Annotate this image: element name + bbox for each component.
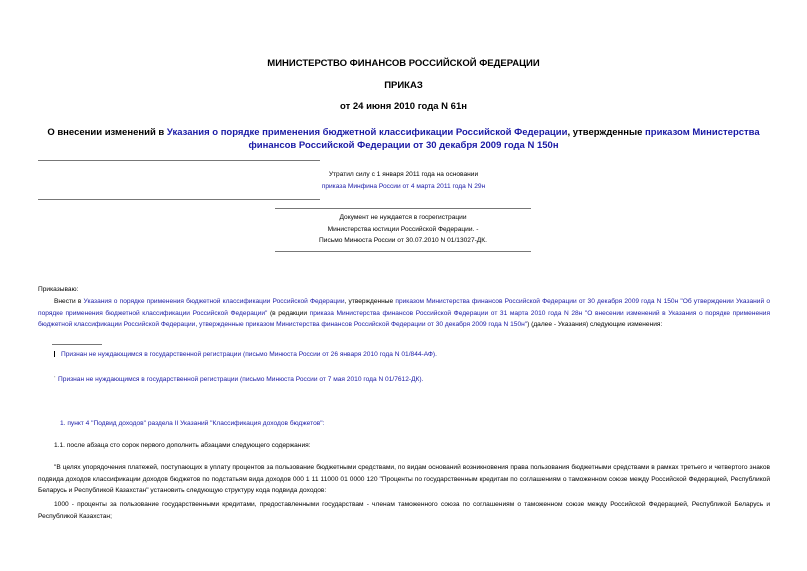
paragraph-text-4: ) (далее - Указания) следующие изменения: xyxy=(527,321,663,329)
divider-rule xyxy=(38,199,320,200)
footnote-rule xyxy=(52,344,102,345)
item-1-1: 1.1. после абзаца сто сорок первого дополнить абзацами следующего содержания: xyxy=(54,442,311,449)
footnote-2 xyxy=(54,374,423,386)
paragraph-changes xyxy=(38,296,770,331)
paragraph-link-order-28n[interactable]: приказа Министерства финансов Российской Федерации от 31 марта 2010 года N 28н "О внесении изменений в Указания о порядке применения бюджетной классификации Российской Федерации, утвержденные приказом Министерства финансов Российской Федерации от 30 декабря 2009 года N 150н" xyxy=(38,309,771,329)
registration-note xyxy=(275,212,531,247)
footnote-2-link[interactable]: Признан не нуждающимся в государственной регистрации (письмо Минюста России от 7 мая 2010 года N 01/7612-ДК). xyxy=(58,376,424,383)
footnote-1-link[interactable]: Признан не нуждающимся в государственной регистрации (письмо Минюста России от 26 января 2010 года N 01/844-АФ). xyxy=(61,351,437,358)
paragraph-link-order-150n[interactable]: приказом Министерства финансов Российской Федерации от 30 декабря 2009 года N 150н "Об утверждении Указаний о порядке применения бюджетной классификации Российской Федерации" xyxy=(38,298,771,317)
title-link-order-150n[interactable]: приказом Министерства финансов Российской Федерации от 30 декабря 2009 года N 150н xyxy=(248,127,760,151)
paragraph-text-2: , утвержденные xyxy=(344,298,396,305)
footnote-marker xyxy=(54,351,58,357)
title-text-1: О внесении изменений в xyxy=(47,127,167,138)
ministry-header: МИНИСТЕРСТВО ФИНАНСОВ РОССИЙСКОЙ ФЕДЕРАЦИИ xyxy=(267,58,540,69)
title-link-instructions[interactable]: Указания о порядке применения бюджетной классификации Российской Федерации xyxy=(166,127,568,138)
lapsed-note-text: Утратил силу с 1 января 2011 года на основании xyxy=(328,171,479,178)
title-text-2: , утвержденные xyxy=(567,127,646,138)
lapsed-note-link[interactable]: приказа Минфина России от 4 марта 2011 года N 29н xyxy=(321,182,486,190)
paragraph-text-3: (в редакции xyxy=(267,309,310,317)
lapsed-note xyxy=(300,169,507,192)
item-1 xyxy=(60,418,324,430)
divider-rule xyxy=(275,208,531,209)
order-word: Приказываю: xyxy=(38,286,79,293)
paragraph-text-1: Внести в xyxy=(54,298,84,305)
quote-paragraph: "В целях упорядочения платежей, поступающих в уплату процентов за пользование бюджетными средствами, по видам оснований возникновения права пользования бюджетными средствами в рамках третьего и четвертого знаков подвида доходов классификации доходов бюджетов по подстатьям вида доходов 000 1 11 11000 01 0000 120 "Проценты по государственным кредитам по соглашениям о таможенном союзе между Российской Федерацией, Республикой Беларусь и Республикой Казахстан" установить следующую структуру кода подвида доходов: xyxy=(38,464,770,495)
registration-line-3: Письмо Минюста России от 30.07.2010 N 01/13027-ДК. xyxy=(319,237,487,244)
document-type: ПРИКАЗ xyxy=(384,80,423,91)
divider-rule xyxy=(275,251,531,252)
footnote-marker: ˙ xyxy=(54,376,57,383)
document-date-number: от 24 июня 2010 года N 61н xyxy=(340,101,467,112)
registration-line-1: Документ не нуждается в госрегистрации xyxy=(339,214,467,221)
code-1000-paragraph: 1000 - проценты за пользование государственными кредитами, предоставленными государствам - членам таможенного союза по соглашениям о таможенном союзе между Российской Федерацией, Республикой Беларусь и Республикой Казахстан; xyxy=(38,501,770,520)
paragraph-link-instructions[interactable]: Указания о порядке применения бюджетной классификации Российской Федерации xyxy=(83,298,345,305)
document-title xyxy=(30,126,777,152)
item-1-link[interactable]: 1. пункт 4 "Подвид доходов" раздела II Указаний "Классификация доходов бюджетов": xyxy=(60,420,325,427)
divider-rule xyxy=(38,160,320,161)
footnote-1 xyxy=(54,349,437,361)
registration-line-2: Министерства юстиции Российской Федерации. - xyxy=(327,225,479,233)
